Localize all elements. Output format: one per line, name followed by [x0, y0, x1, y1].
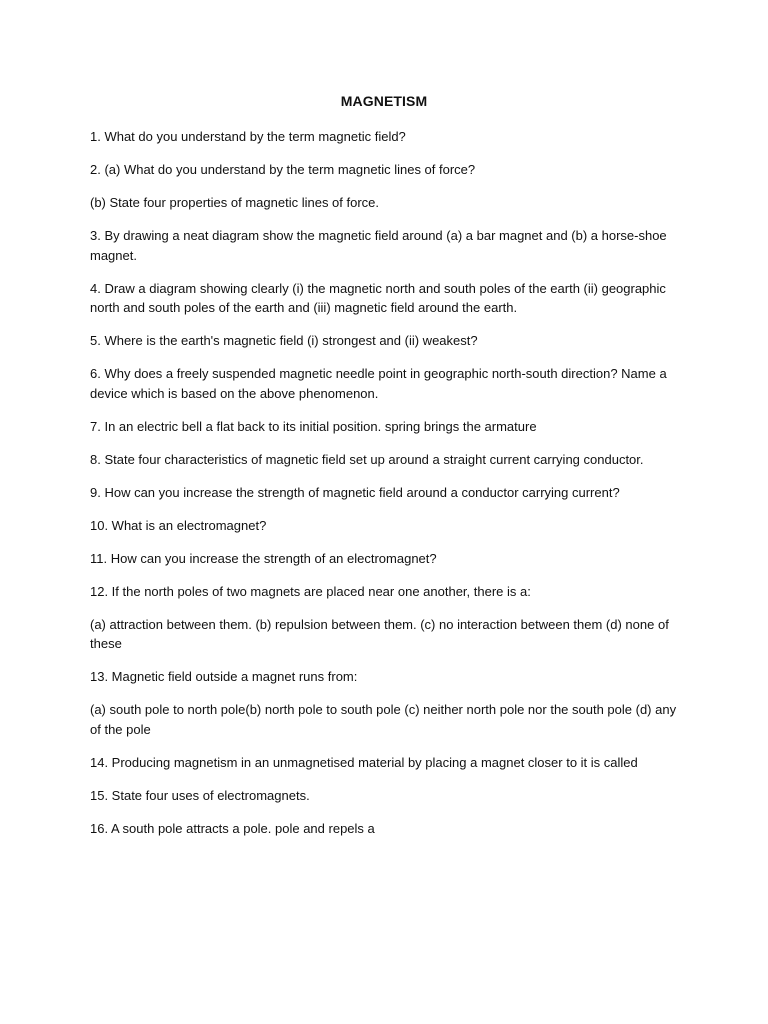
question-13-options: (a) south pole to north pole(b) north pole to south pole (c) neither north pole nor the south pole (d) any of the pole: [90, 702, 677, 737]
question-8: 8. State four characteristics of magnetic field set up around a straight current carrying conductor.: [90, 451, 644, 467]
page-title: MAGNETISM: [340, 93, 428, 109]
question-12-options: (a) attraction between them. (b) repulsion between them. (c) no interaction between them (d) none of these: [90, 616, 669, 651]
question-2a: 2. (a) What do you understand by the term magnetic lines of force?: [90, 162, 476, 177]
question-10: 10. What is an electromagnet?: [90, 517, 267, 533]
question-14: 14. Producing magnetism in an unmagnetised material by placing a magnet closer to it is called: [90, 754, 638, 770]
question-6: 6. Why does a freely suspended magnetic needle point in geographic north-south direction? Name a device which is based on the above phenomenon.: [90, 366, 667, 401]
question-11: 11. How can you increase the strength of an electromagnet?: [90, 550, 437, 566]
question-1: 1. What do you understand by the term magnetic field?: [90, 129, 406, 144]
question-list: [90, 127, 690, 852]
question-4: 4. Draw a diagram showing clearly (i) the magnetic north and south poles of the earth (ii) geographic north and south poles of the earth and (iii) magnetic field around the earth.: [90, 280, 666, 315]
question-3: 3. By drawing a neat diagram show the magnetic field around (a) a bar magnet and (b) a horse-shoe magnet.: [90, 228, 667, 263]
question-7: 7. In an electric bell a flat back to its initial position. spring brings the armature: [90, 418, 537, 434]
question-2b: (b) State four properties of magnetic lines of force.: [90, 195, 380, 210]
question-16: 16. A south pole attracts a pole. pole and repels a: [90, 820, 375, 836]
question-9: 9. How can you increase the strength of magnetic field around a conductor carrying current?: [90, 484, 620, 500]
question-13: 13. Magnetic field outside a magnet runs from:: [90, 669, 358, 684]
question-15: 15. State four uses of electromagnets.: [90, 787, 310, 803]
question-5: 5. Where is the earth's magnetic field (i) strongest and (ii) weakest?: [90, 333, 478, 348]
question-12: 12. If the north poles of two magnets are placed near one another, there is a:: [90, 583, 531, 599]
